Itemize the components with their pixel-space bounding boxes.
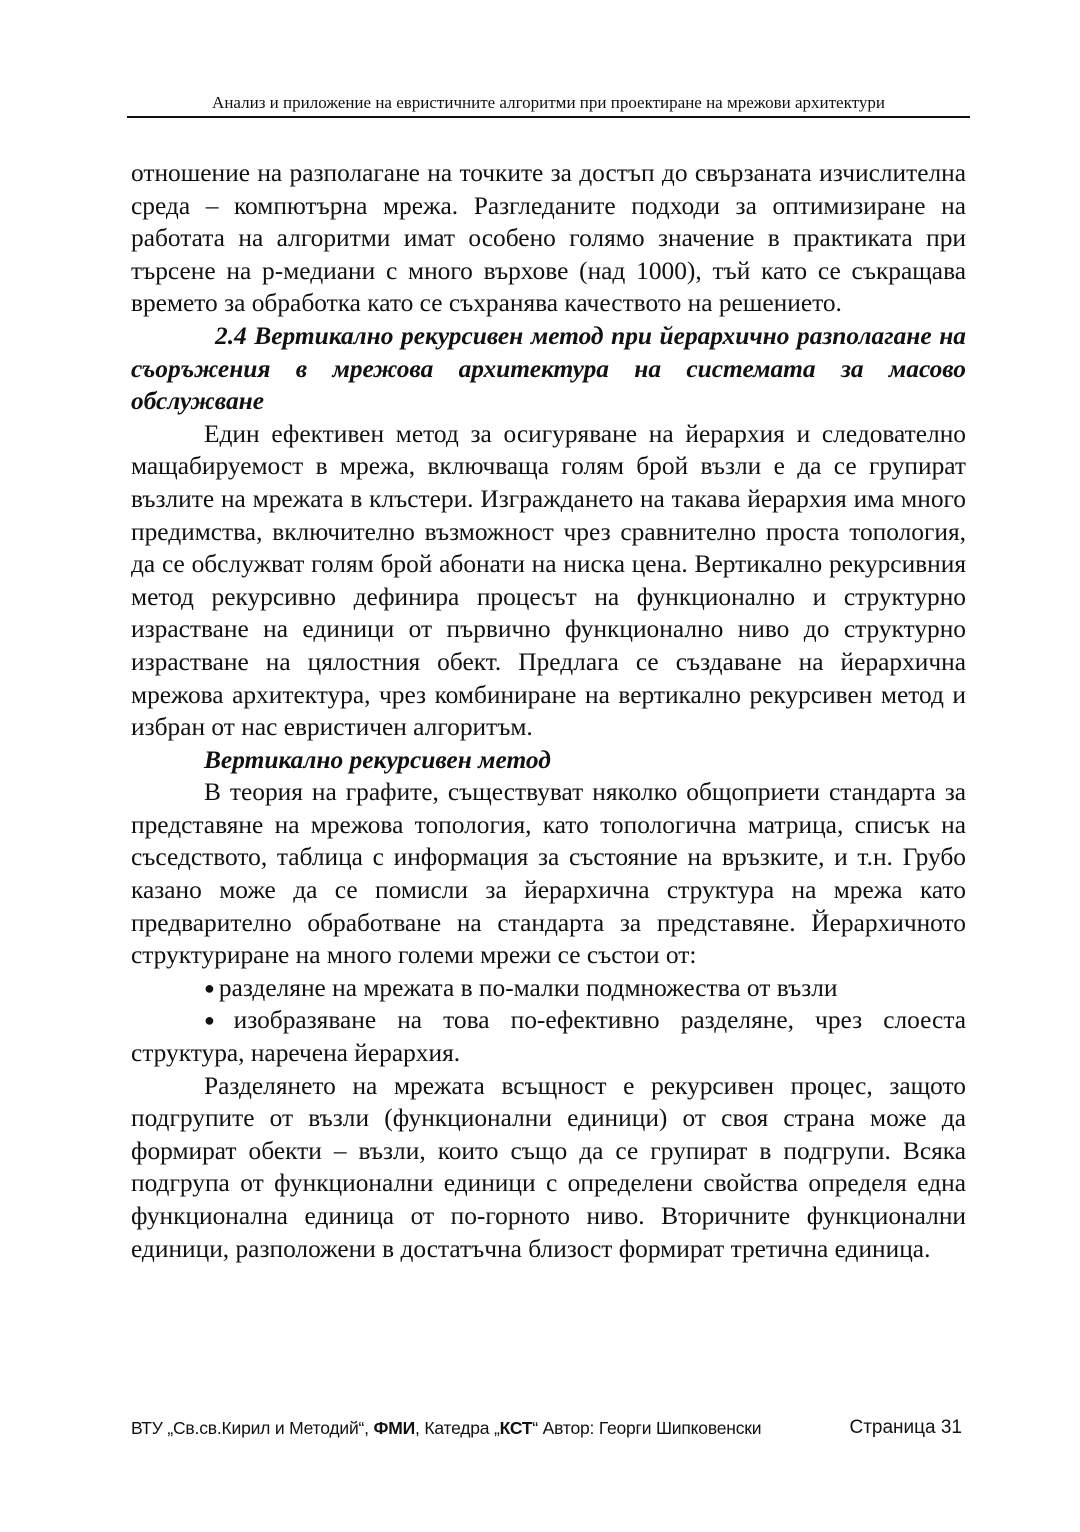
footer-affiliation bbox=[131, 1417, 761, 1439]
footer-dept: КСТ bbox=[499, 1418, 533, 1438]
subsection-heading: Вертикално рекурсивен метод bbox=[204, 745, 551, 774]
bullet-item bbox=[131, 972, 966, 1005]
page-body bbox=[131, 157, 966, 1265]
paragraph-3: В теория на графите, съществуват няколко общоприети стандарта за представяне на мрежова топология, като топологична матрица, списък на съседството, таблица с информация за състояние на връзките, и т.н. Грубо казано може да се помисли за йерархична структура на мрежа като предварително обработване на стандарта за представяне. Йерархичното структуриране на много големи мрежи се състои от: bbox=[131, 778, 966, 970]
footer-author: “ Автор: Георги Шипковенски bbox=[532, 1418, 762, 1438]
paragraph-1: отношение на разполагане на точките за достъп до свързаната изчислителна среда – компютърна мрежа. Разгледаните подходи за оптимизиране на работата на алгоритми имат особено голямо значение в практиката при търсене на p-медиани с много върхове (над 1000), тъй като се съкращава времето за обработка като се съхранява качеството на решението. bbox=[131, 159, 966, 318]
paragraph-4: Разделянето на мрежата всъщност е рекурсивен процес, защото подгрупите от възли (функционални единици) от своя страна може да формират обекти – възли, които също да се групират в подгрупи. Всяка подгрупа от функционални единици с определени свойства определя една функционална единица от по-горното ниво. Вторичните функционални единици, разположени в достатъчна близост формират третична единица. bbox=[131, 1071, 966, 1263]
bullet-icon: ● bbox=[204, 1010, 230, 1031]
footer-dept-prefix: , Катедра „ bbox=[415, 1418, 500, 1438]
bullet-icon: ● bbox=[204, 977, 215, 998]
bullet-text: разделяне на мрежата в по-малки подмножества от възли bbox=[218, 973, 838, 1002]
page-number: Страница 31 bbox=[849, 1417, 962, 1438]
footer-university: ВТУ „Св.св.Кирил и Методий“, bbox=[131, 1418, 374, 1438]
bullet-text: изобразяване на това по-ефективно разделяне, чрез слоеста структура, наречена йерархия. bbox=[131, 1006, 966, 1068]
paragraph-2: Един ефективен метод за осигуряване на йерархия и следователно мащабируемост в мрежа, включваща голям брой възли е да се групират възлите на мрежата в клъстери. Изграждането на такава йерархия има много предимства, включително възможност чрез сравнително проста топология, да се обслужват голям брой абонати на ниска цена. Вертикално рекурсивния метод рекурсивно дефинира процесът на функционално и структурно израстване на единици от първично функционално ниво до структурно израстване на цялостния обект. Предлага се създаване на йерархична мрежова архитектура, чрез комбиниране на вертикално рекурсивен метод и избран от нас евристичен алгоритъм. bbox=[131, 419, 966, 742]
section-heading: 2.4 Вертикално рекурсивен метод при йерархично разполагане на съоръжения в мрежова архитектура на системата за масово обслужване bbox=[131, 321, 966, 416]
bullet-item bbox=[131, 1004, 966, 1069]
running-header: Анализ и приложение на евристичните алгоритми при проектиране на мрежови архитектури bbox=[127, 93, 970, 118]
footer-faculty: ФМИ bbox=[373, 1418, 415, 1438]
